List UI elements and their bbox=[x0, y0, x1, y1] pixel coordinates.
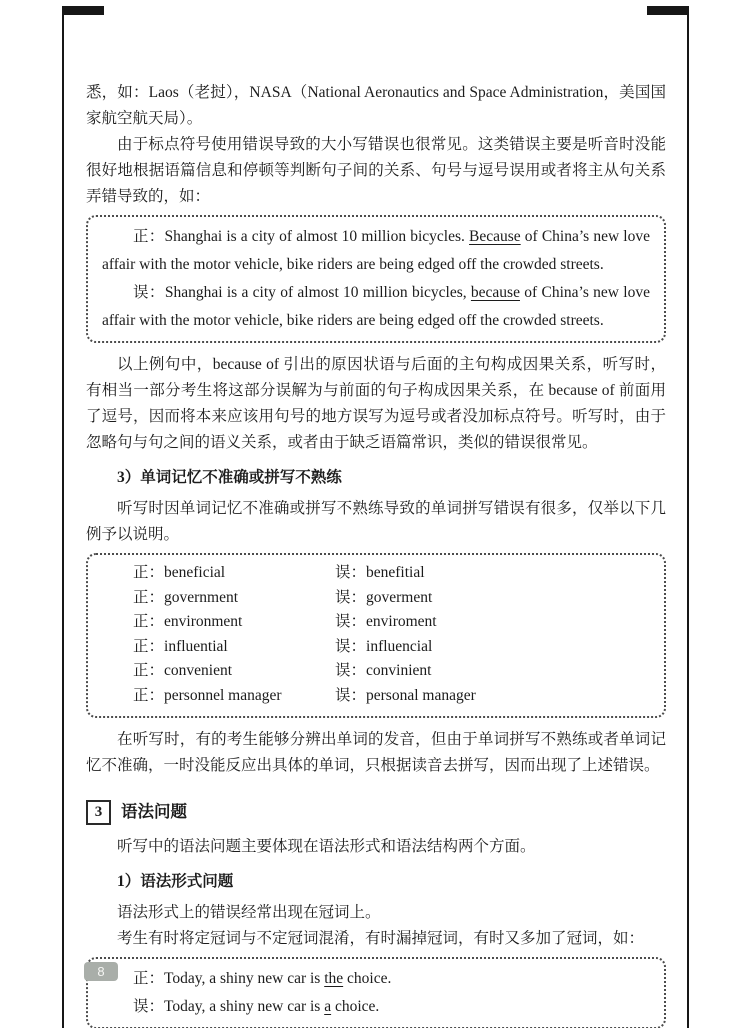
correct-word-cell bbox=[102, 610, 335, 635]
corner-mark-top-left bbox=[62, 6, 104, 15]
sentence-pre: Shanghai is a city of almost 10 million bicycles, bbox=[164, 284, 471, 301]
page-number-badge: 8 bbox=[84, 962, 118, 981]
wrong-label: 误： bbox=[335, 564, 367, 581]
sentence-pre: Shanghai is a city of almost 10 million bicycles. bbox=[164, 228, 470, 245]
underlined-word: Because bbox=[469, 228, 521, 245]
corner-mark-top-right bbox=[647, 6, 689, 15]
wrong-label: 误： bbox=[335, 637, 367, 655]
correct-label: 正： bbox=[133, 970, 165, 987]
wrong-word-cell bbox=[335, 610, 650, 635]
example-wrong-sentence bbox=[102, 279, 650, 335]
paragraph-abbreviation-examples: 悉，如：Laos（老挝），NASA（National Aeronautics and Space Administration，美国国家航空航天局）。 bbox=[86, 84, 666, 127]
correct-label: 正： bbox=[133, 686, 165, 704]
paragraph-spelling-intro: 听写时因单词记忆不准确或拼写不熟练导致的单词拼写错误有很多，仅举以下几例予以说明。 bbox=[86, 500, 666, 543]
sentence-post: choice. bbox=[331, 998, 380, 1015]
example-box-article bbox=[86, 957, 666, 1028]
example-wrong-sentence bbox=[102, 993, 650, 1021]
paragraph-punctuation-intro: 由于标点符号使用错误导致的大小写错误也很常见。这类错误主要是听音时没能很好地根据语篇信息和停顿等判断句子间的关系、句号与逗号误用或者将主从句关系弄错导致的，如： bbox=[86, 136, 666, 205]
example-box-punctuation bbox=[86, 215, 666, 343]
word-pair-row bbox=[102, 659, 650, 684]
word-pair-row bbox=[102, 635, 650, 660]
paragraph-punctuation-analysis: 以上例句中，because of 引出的原因状语与后面的主句构成因果关系，听写时，有相当一部分考生将这部分误解为与前面的句子构成因果关系，在 because of 前面用了逗号，因而将本来应该用句号的地方误写为逗号或者没加标点符号。听写时，由于忽略句与句之间的语义关系，或者由于缺乏语篇常识，类似的错误很常见。 bbox=[86, 356, 666, 451]
page-border-left-rule bbox=[62, 8, 64, 1028]
wrong-word: personal manager bbox=[366, 686, 476, 704]
section-number-box: 3 bbox=[86, 800, 111, 825]
page-border-right-rule bbox=[687, 8, 689, 1028]
wrong-label: 误： bbox=[335, 662, 367, 679]
section-title-grammar: 语法问题 bbox=[121, 802, 187, 821]
sentence-post: choice. bbox=[343, 970, 392, 987]
wrong-label: 误： bbox=[133, 284, 165, 301]
word-pair-row bbox=[102, 561, 650, 586]
correct-word: government bbox=[164, 588, 239, 606]
subheading-grammar-form: 1）语法形式问题 bbox=[117, 873, 234, 890]
example-correct-sentence bbox=[102, 223, 650, 279]
wrong-label: 误： bbox=[335, 588, 367, 606]
subheading-spelling-errors: 3）单词记忆不准确或拼写不熟练 bbox=[117, 469, 342, 486]
section-header-grammar bbox=[86, 799, 666, 825]
correct-word: influential bbox=[164, 637, 228, 655]
correct-word: beneficial bbox=[164, 564, 226, 581]
wrong-label: 误： bbox=[335, 686, 367, 704]
wrong-word: goverment bbox=[366, 588, 433, 606]
underlined-word: a bbox=[324, 998, 332, 1015]
paragraph-spelling-analysis: 在听写时，有的考生能够分辨出单词的发音，但由于单词拼写不熟练或者单词记忆不准确，一时没能反应出具体的单词，只根据读音去拼写，因而出现了上述错误。 bbox=[86, 731, 666, 774]
wrong-word: benefitial bbox=[366, 564, 425, 581]
correct-word-cell bbox=[102, 561, 335, 586]
wrong-word-cell bbox=[335, 659, 650, 684]
wrong-word-cell bbox=[335, 684, 650, 709]
example-correct-sentence bbox=[102, 965, 650, 993]
correct-label: 正： bbox=[133, 588, 165, 606]
correct-word: environment bbox=[164, 613, 243, 630]
correct-word-cell bbox=[102, 586, 335, 611]
word-pair-row bbox=[102, 586, 650, 611]
correct-word: convenient bbox=[164, 662, 233, 679]
correct-label: 正： bbox=[133, 662, 165, 679]
underlined-word: the bbox=[324, 970, 344, 987]
wrong-word: enviroment bbox=[366, 613, 437, 630]
correct-label: 正： bbox=[133, 564, 165, 581]
wrong-word: influencial bbox=[366, 637, 433, 655]
wrong-word-cell bbox=[335, 635, 650, 660]
correct-label: 正： bbox=[133, 637, 165, 655]
sentence-pre: Today, a shiny new car is bbox=[164, 970, 325, 987]
correct-label: 正： bbox=[133, 613, 165, 630]
correct-word-cell bbox=[102, 659, 335, 684]
wrong-word-cell bbox=[335, 561, 650, 586]
wrong-label: 误： bbox=[335, 613, 367, 630]
word-pair-row bbox=[102, 684, 650, 709]
paragraph-article-error-types: 考生有时将定冠词与不定冠词混淆，有时漏掉冠词，有时又多加了冠词，如： bbox=[117, 930, 645, 947]
example-box-spelling bbox=[86, 553, 666, 718]
correct-word-cell bbox=[102, 684, 335, 709]
paragraph-grammar-intro: 听写中的语法问题主要体现在语法形式和语法结构两个方面。 bbox=[117, 838, 536, 855]
wrong-word: convinient bbox=[366, 662, 432, 679]
correct-word: personnel manager bbox=[164, 686, 282, 704]
correct-word-cell bbox=[102, 635, 335, 660]
underlined-word: because bbox=[470, 284, 520, 301]
page-content bbox=[86, 80, 666, 1028]
word-pair-row bbox=[102, 610, 650, 635]
sentence-pre: Today, a shiny new car is bbox=[164, 998, 325, 1015]
wrong-label: 误： bbox=[133, 998, 165, 1015]
sentence-post: of China’s new love affair with the motor vehicle, bike riders are being edged off the crowded streets. bbox=[102, 228, 650, 273]
correct-label: 正： bbox=[133, 228, 165, 245]
wrong-word-cell bbox=[335, 586, 650, 611]
sentence-post: of China’s new love affair with the motor vehicle, bike riders are being edged off the crowded streets. bbox=[102, 284, 650, 329]
paragraph-article-error-intro: 语法形式上的错误经常出现在冠词上。 bbox=[117, 904, 381, 921]
